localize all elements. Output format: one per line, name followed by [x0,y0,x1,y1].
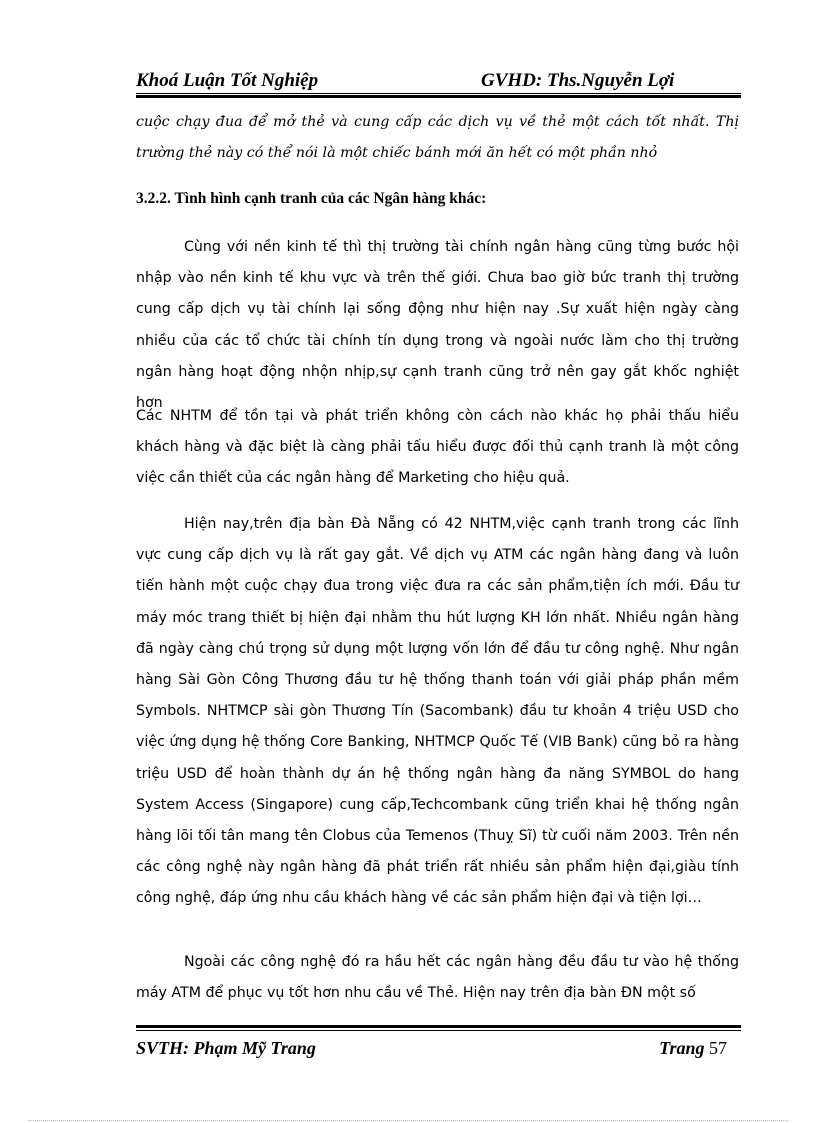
footer-student: SVTH: Phạm Mỹ Trang [136,1038,316,1058]
body-block-4 [136,947,739,1009]
header-rule-thin [136,93,741,94]
page-word: Trang [659,1038,705,1058]
paragraph-1: Cùng với nền kinh tế thì thị trường tài chính ngân hàng cũng từng bước hội nhập vào nền kinh tế khu vực và trên thế giới. Chưa bao giờ bức tranh thị trường cung cấp dịch vụ tài chính lại sống động như hiện nay .Sự xuất hiện ngày càng nhiều của các tổ chức tài chính tín dụng trong và ngoài nước làm cho thị trường ngân hàng hoạt động nhộn nhịp,sự cạnh tranh cũng trở nên gay gắt khốc nghiệt hơn [136,239,739,412]
header-rule-thick [136,95,741,98]
header-thesis-title: Khoá Luận Tốt Nghiệp [136,70,319,91]
body-block-1 [136,232,739,419]
intro-paragraph: cuộc chạy đua để mở thẻ và cung cấp các dịch vụ về thẻ một cách tốt nhất. Thị trường thẻ này có thể nói là một chiếc bánh mới ăn hết có một phần nhỏ [136,114,739,162]
footer-rule-thick [136,1025,741,1028]
body-block-3 [136,509,739,915]
paragraph-3: Hiện nay,trên địa bàn Đà Nẵng có 42 NHTM,việc cạnh tranh trong các lĩnh vực cung cấp dịch vụ là rất gay gắt. Về dịch vụ ATM các ngân hàng đang và luôn tiến hành một cuộc chạy đua trong việc đưa ra các sản phẩm,tiện ích mới. Đầu tư máy móc trang thiết bị hiện đại nhằm thu hút lượng KH lớn nhất. Nhiều ngân hàng đã ngày càng chú trọng sử dụng một lượng vốn lớn để đầu tư công nghệ. Như ngân hàng Sài Gòn Công Thương đầu tư hệ thống thanh toán với giải pháp phần mềm Symbols. NHTMCP sài gòn Thương Tín (Sacombank) đầu tư khoản 4 triệu USD cho việc ứng dụng hệ thống Core Banking, NHTMCP Quốc Tế (VIB Bank) cũng bỏ ra hàng triệu USD để hoàn thành dự án hệ thống ngân hàng đa năng SYMBOL do hang System Access (Singapore) cung cấp,Techcombank cũng triển khai hệ thống ngân hàng lõi tối tân mang tên Clobus của Temenos (Thuỵ Sĩ) từ cuối năm 2003. Trên nền các công nghệ này ngân hàng đã phát triển rất nhiều sản phẩm hiện đại,giàu tính công nghệ, đáp ứng nhu cầu khách hàng về các sản phẩm hiện đại và tiện lợi… [136,516,739,907]
header-supervisor: GVHD: Ths.Nguyễn Lợi [481,70,675,91]
page-number-label [659,1038,727,1059]
section-heading: 3.2.2. Tình hình cạnh tranh của các Ngân hàng khác: [136,190,487,207]
paragraph-4: Ngoài các công nghệ đó ra hầu hết các ngân hàng đều đầu tư vào hệ thống máy ATM để phục vụ tốt hơn nhu cầu về Thẻ. Hiện nay trên địa bàn ĐN một số [136,954,739,1002]
paragraph-2: Các NHTM để tồn tại và phát triển không còn cách nào khác họ phải thấu hiểu khách hàng và đặc biệt là càng phải tấu hiểu được đối thủ cạnh tranh là một công việc cần thiết của các ngân hàng để Marketing cho hiệu quả. [136,408,739,487]
page-bottom-edge [28,1120,788,1121]
page-header [136,68,739,94]
body-block-2 [136,401,739,495]
page-number: 57 [709,1038,727,1058]
footer-rule-thin [136,1030,741,1031]
page-footer [136,1038,739,1062]
